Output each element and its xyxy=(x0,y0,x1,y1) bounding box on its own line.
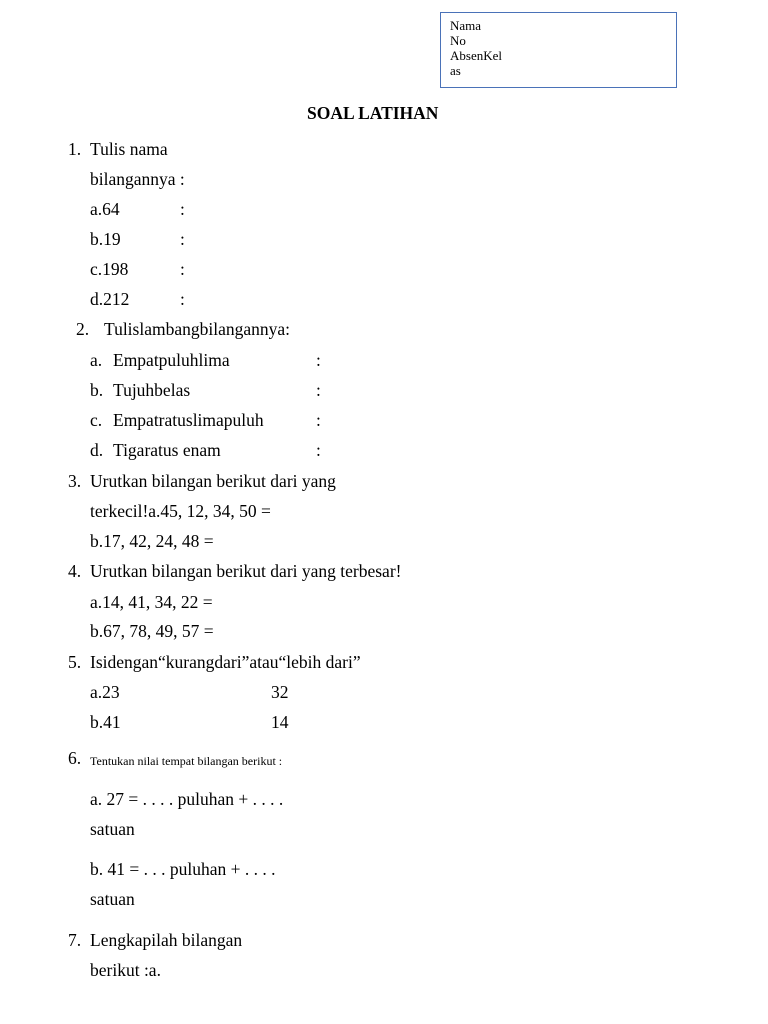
answer-item-letter: a. xyxy=(90,350,103,370)
answer-colon: : xyxy=(180,229,185,249)
answer-colon: : xyxy=(316,410,321,430)
page-title: SOAL LATIHAN xyxy=(307,103,439,123)
question-number: 2. xyxy=(76,319,90,339)
question-number: 6. xyxy=(68,748,82,768)
answer-item-letter: d. xyxy=(90,440,104,460)
question-number: 7. xyxy=(68,930,82,950)
answer-item-label: b.19 xyxy=(90,229,121,249)
answer-colon: : xyxy=(180,289,185,309)
question-text: Urutkan bilangan berikut dari yang terbesar! xyxy=(90,561,402,581)
identity-class-label-cont: as xyxy=(450,63,461,78)
question-number: 5. xyxy=(68,652,82,672)
answer-item-label: d.212 xyxy=(90,289,130,309)
answer-colon: : xyxy=(180,259,185,279)
question-text: terkecil!a.45, 12, 34, 50 = xyxy=(90,501,271,521)
answer-colon: : xyxy=(316,440,321,460)
answer-item-label: Tigaratus enam xyxy=(113,440,221,460)
answer-colon: : xyxy=(316,350,321,370)
question-text: Tulis nama xyxy=(90,139,168,159)
answer-colon: : xyxy=(180,199,185,219)
answer-item-label: a.23 xyxy=(90,682,120,702)
answer-item-label: b. 41 = . . . puluhan + . . . . xyxy=(90,859,276,879)
answer-item-label: b.67, 78, 49, 57 = xyxy=(90,621,214,641)
answer-colon: : xyxy=(316,380,321,400)
identity-number-label: No xyxy=(450,33,466,48)
student-identity-box xyxy=(440,12,677,88)
question-number: 1. xyxy=(68,139,82,159)
answer-item-label: Empatpuluhlima xyxy=(113,350,230,370)
identity-absen-class-label: AbsenKel xyxy=(450,48,502,63)
answer-item-label: a.14, 41, 34, 22 = xyxy=(90,592,213,612)
identity-name-label: Nama xyxy=(450,18,482,33)
answer-item-letter: b. xyxy=(90,380,104,400)
answer-item-letter: c. xyxy=(90,410,103,430)
answer-item-label: satuan xyxy=(90,819,135,839)
answer-item-label: a. 27 = . . . . puluhan + . . . . xyxy=(90,789,284,809)
question-text: Tentukan nilai tempat bilangan berikut : xyxy=(90,754,283,768)
question-number: 3. xyxy=(68,471,82,491)
question-text: bilangannya : xyxy=(90,169,185,189)
question-number: 4. xyxy=(68,561,82,581)
question-text: Urutkan bilangan berikut dari yang xyxy=(90,471,336,491)
answer-item-label: c.198 xyxy=(90,259,129,279)
question-text: berikut :a. xyxy=(90,960,161,980)
question-text: Lengkapilah bilangan xyxy=(90,930,243,950)
question-text: Tulislambangbilangannya: xyxy=(104,319,291,339)
answer-item-label: a.64 xyxy=(90,199,120,219)
question-text: Isidengan“kurangdari”atau“lebih dari” xyxy=(90,652,361,672)
answer-item-label: b.41 xyxy=(90,712,121,732)
question-text: b.17, 42, 24, 48 = xyxy=(90,531,214,551)
answer-item-value: 14 xyxy=(271,712,289,732)
answer-item-label: satuan xyxy=(90,889,135,909)
answer-item-label: Tujuhbelas xyxy=(113,380,191,400)
answer-item-value: 32 xyxy=(271,682,289,702)
answer-item-label: Empatratuslimapuluh xyxy=(113,410,264,430)
